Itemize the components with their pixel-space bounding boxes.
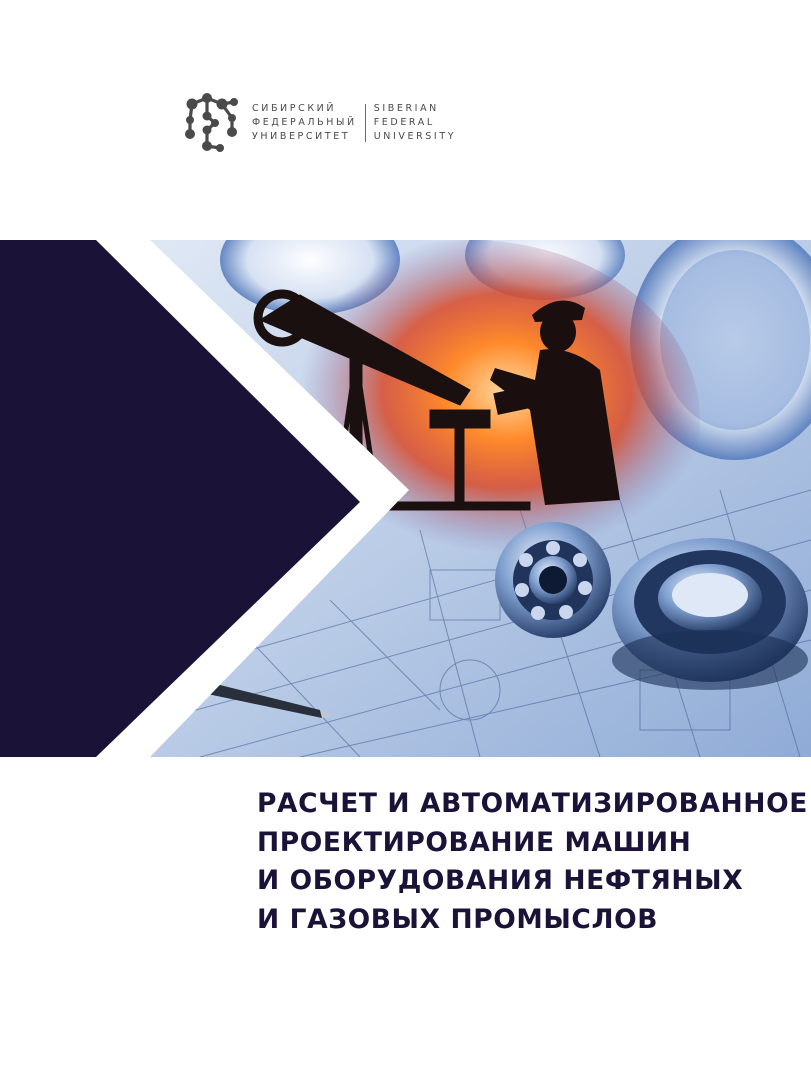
logo-russian-name (252, 102, 357, 144)
title-line: И ГАЗОВЫХ ПРОМЫСЛОВ (257, 903, 659, 935)
title-line: И ОБОРУДОВАНИЯ НЕФТЯНЫХ (257, 865, 744, 896)
logo-english-name (374, 102, 456, 144)
logo-en-line: FEDERAL (373, 117, 435, 128)
logo-ru-line: ФЕДЕРАЛЬНЫЙ (252, 117, 357, 128)
title-line: РАСЧЕТ И АВТОМАТИЗИРОВАННОЕ (257, 788, 808, 819)
logo-en-line: SIBERIAN (373, 103, 439, 114)
logo-ru-line: СИБИРСКИЙ (252, 103, 337, 114)
molecule-logo-icon (180, 92, 242, 154)
bearing-icon (612, 538, 808, 690)
bearing-icon (495, 522, 611, 638)
logo-ru-line: УНИВЕРСИТЕТ (252, 131, 351, 142)
title-line: ПРОЕКТИРОВАНИЕ МАШИН (257, 826, 692, 858)
logo-en-line: UNIVERSITY (373, 131, 457, 142)
logo-wordmark (252, 102, 456, 144)
book-title (257, 785, 808, 939)
university-logo (180, 92, 456, 154)
cover-illustration (0, 240, 811, 757)
logo-divider (365, 104, 366, 142)
